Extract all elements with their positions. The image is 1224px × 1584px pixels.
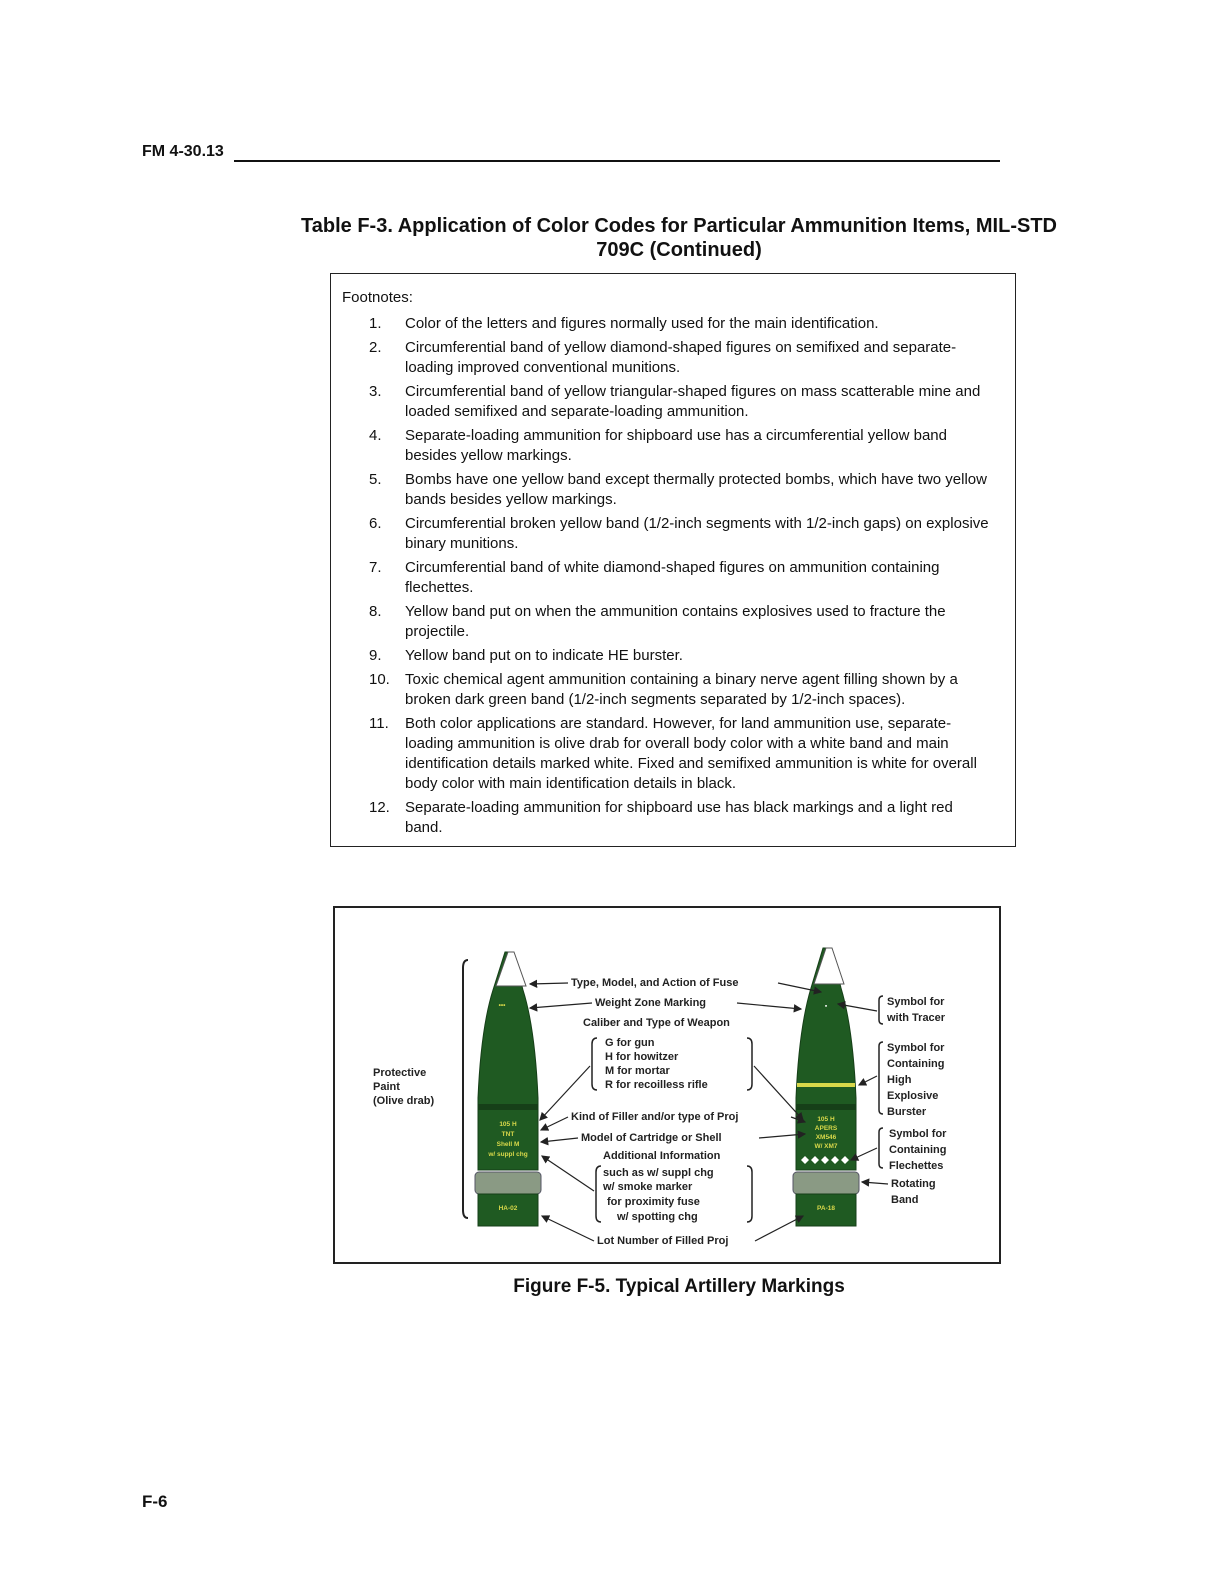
left-shell-text-3: Shell M [496,1141,520,1148]
weapon-mortar: M for mortar [605,1065,670,1077]
footnote-number: 11. [369,715,389,732]
footnote-number: 7. [369,559,382,576]
additional-bracket-left [596,1166,601,1222]
footnote-number: 6. [369,515,382,532]
footnote-item [331,646,991,666]
footnote-text: Circumferential band of white diamond-shaped figures on ammunition containing flechettes. [405,559,940,596]
footnotes-heading: Footnotes: [342,289,413,306]
fuse-label: Type, Model, and Action of Fuse [571,977,739,989]
footnote-item [331,338,991,378]
footnote-item [331,602,991,642]
footnote-number: 2. [369,339,382,356]
right-shell [793,948,859,1226]
flechette-label-2: Containing [889,1144,947,1156]
left-shell-text-1: 105 H [499,1121,517,1128]
weapon-bracket-right [747,1038,752,1090]
footnote-number: 1. [369,315,382,332]
footnote-item [331,714,991,794]
he-label-2: Containing [887,1058,945,1070]
additional-bracket-right [747,1166,752,1222]
running-header [142,143,1000,165]
tracer-label-2: with Tracer [887,1012,946,1024]
footnote-item [331,382,991,422]
footnote-text: Separate-loading ammunition for shipboard use has a circumferential yellow band besides yellow markings. [405,427,947,464]
footnote-text: Separate-loading ammunition for shipboard use has black markings and a light red band. [405,799,953,836]
right-shell-text-3: XM546 [815,1134,837,1141]
footnote-text: Yellow band put on when the ammunition contains explosives used to fracture the projectile. [405,603,946,640]
doc-id: FM 4-30.13 [142,143,224,160]
figure-caption: Figure F-5. Typical Artillery Markings [513,1276,845,1297]
footnote-item [331,314,991,334]
footnote-text: Yellow band put on to indicate HE burster. [405,647,683,664]
footnote-number: 12. [369,799,390,816]
page-number: F-6 [142,1492,168,1511]
artillery-figure [333,906,1001,1264]
footnote-number: 4. [369,427,382,444]
paint-bracket [463,960,468,1218]
left-shell-text-2: TNT [501,1131,515,1138]
footnote-number: 10. [369,671,390,688]
additional-label: Additional Information [603,1150,721,1162]
paint-label-3: (Olive drab) [373,1095,435,1107]
left-shell-joint [478,1104,538,1110]
weapon-bracket-left [592,1038,597,1090]
header-rule [234,160,1000,162]
tracer-label-1: Symbol for [887,996,945,1008]
he-label-1: Symbol for [887,1042,945,1054]
he-label-3: High [887,1074,912,1086]
model-label: Model of Cartridge or Shell [581,1132,722,1144]
footnote-text: Circumferential band of yellow triangular-shaped figures on mass scatterable mine and loaded semifixed and separate-loading ammunition. [405,383,981,420]
right-shell-text-1: 105 H [817,1116,835,1123]
footnote-text: Circumferential band of yellow diamond-shaped figures on semifixed and separate-loading improved conventional munitions. [405,339,957,376]
weapon-gun: G for gun [605,1037,655,1049]
footnote-number: 3. [369,383,382,400]
flechette-label-1: Symbol for [889,1128,947,1140]
additional-item-4: w/ spotting chg [617,1211,698,1223]
right-rotating-band [793,1172,859,1194]
he-label-5: Burster [887,1106,927,1118]
paint-label-2: Paint [373,1081,400,1093]
right-tracer-mark: ▪ [824,1003,828,1010]
additional-item-2: w/ smoke marker [603,1181,693,1193]
caliber-label: Caliber and Type of Weapon [583,1017,730,1029]
weapon-howitzer: H for howitzer [605,1051,679,1063]
right-shell-joint [796,1104,856,1110]
left-shell [475,952,541,1226]
footnote-number: 9. [369,647,382,664]
table-title: Table F-3. Application of Color Codes for Particular Ammunition Items, MIL-STD 709C (Continued) [301,215,1057,261]
footnote-text: Circumferential broken yellow band (1/2-inch segments with 1/2-inch gaps) on explosive binary munitions. [405,515,989,552]
footnote-item [331,426,991,466]
right-shell-text-2: APERS [814,1125,838,1132]
weight-zone-label: Weight Zone Marking [595,997,707,1009]
footnote-text: Color of the letters and figures normally used for the main identification. [405,315,879,332]
lot-label: Lot Number of Filled Proj [597,1235,729,1247]
footnote-item [331,670,991,710]
left-shell-text-4: w/ suppl chg [488,1151,528,1158]
footnotes-box [330,273,1016,847]
flechette-label-3: Flechettes [889,1160,944,1172]
filler-label: Kind of Filler and/or type of Proj [571,1111,739,1123]
he-label-4: Explosive [887,1090,939,1102]
right-shell-text-5: PA-18 [817,1205,835,1212]
rotating-label-2: Band [891,1194,919,1206]
weapon-recoilless: R for recoilless rifle [605,1079,708,1091]
footnote-item [331,558,991,598]
rotating-label-1: Rotating [891,1178,936,1190]
footnote-item [331,470,991,510]
footnote-number: 8. [369,603,382,620]
footnote-item [331,798,991,838]
additional-item-1: such as w/ suppl chg [603,1167,714,1179]
footnotes-list [331,314,991,842]
left-shell-text-5: HA-02 [498,1205,518,1212]
paint-label-1: Protective [373,1067,427,1079]
right-shell-text-4: W/ XM7 [814,1143,838,1150]
footnote-text: Toxic chemical agent ammunition containing a binary nerve agent filling shown by a broken dark green band (1/2-inch segments separated by 1/2-inch spaces). [405,671,958,708]
footnote-text: Bombs have one yellow band except thermally protected bombs, which have two yellow bands besides yellow markings. [405,471,987,508]
additional-item-3: for proximity fuse [607,1196,700,1208]
artillery-diagram [335,908,999,1262]
footnote-item [331,514,991,554]
left-rotating-band [475,1172,541,1194]
right-he-band [797,1083,855,1087]
left-weight-mark: ••• [498,1002,506,1009]
footnote-text: Both color applications are standard. However, for land ammunition use, separate-loading ammunition is olive drab for overall body color with a white band and main identification details marked white. Fixed and semifixed ammunition is white for overall body color with main identification details in black. [405,715,977,792]
footnote-number: 5. [369,471,382,488]
